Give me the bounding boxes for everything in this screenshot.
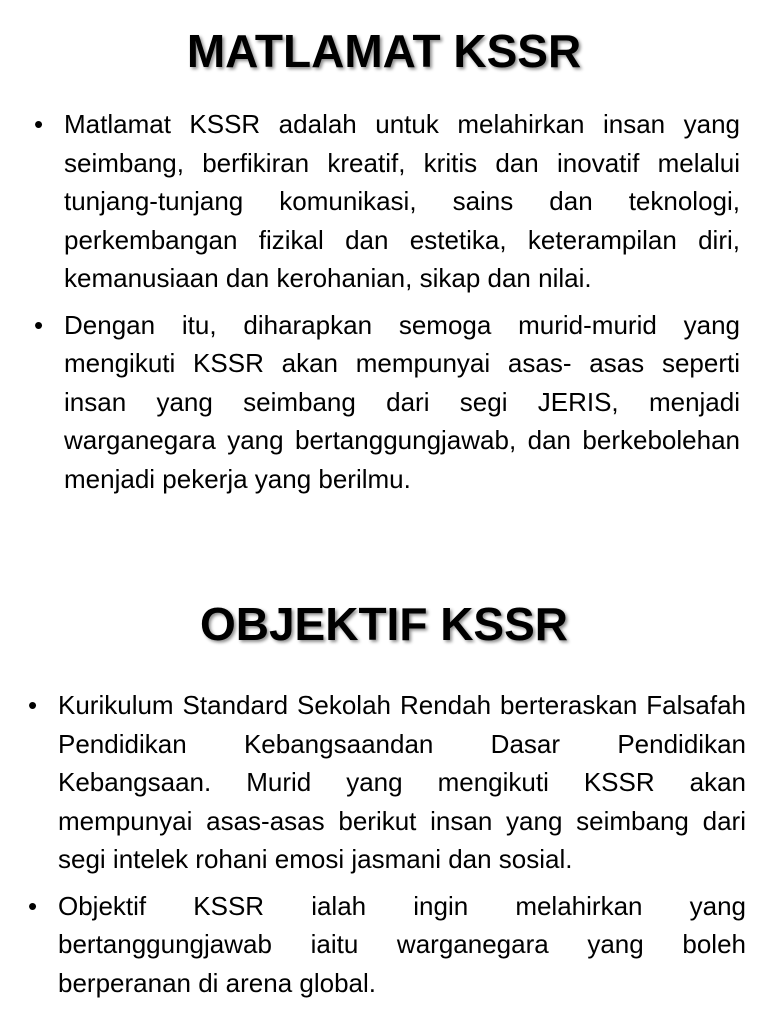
matlamat-bullet-list — [30, 105, 740, 506]
objektif-bullet-item — [24, 887, 746, 1003]
bullet-icon: • — [28, 690, 38, 720]
matlamat-bullet-item — [30, 105, 740, 298]
matlamat-bullet-item — [30, 306, 740, 499]
objektif-bullet-text: Kurikulum Standard Sekolah Rendah berteraskan Falsafah Pendidikan Kebangsaandan Dasar Pendidikan Kebangsaan. Murid yang mengikuti KSSR akan mempunyai asas-asas berikut insan yang seimbang dari segi intelek rohani emosi jasmani dan sosial. — [58, 690, 746, 874]
matlamat-bullet-text: Dengan itu, diharapkan semoga murid-murid yang mengikuti KSSR akan mempunyai asas- asas seperti insan yang seimbang dari segi JERIS, menjadi warganegara yang bertanggungjawab, dan berkebolehan menjadi pekerja yang berilmu. — [64, 309, 740, 494]
matlamat-heading: MATLAMAT KSSR — [186, 25, 582, 77]
bullet-icon: • — [34, 309, 44, 340]
bullet-icon: • — [34, 109, 44, 139]
objektif-bullet-text: Objektif KSSR ialah ingin melahirkan yang bertanggungjawab iaitu warganegara yang boleh berperanan di arena global. — [58, 890, 746, 998]
objektif-bullet-item — [24, 686, 746, 879]
matlamat-bullet-text: Matlamat KSSR adalah untuk melahirkan insan yang seimbang, berfikiran kreatif, kritis dan inovatif melalui tunjang-tunjang komunikasi, sains dan teknologi, perkembangan fizikal dan estetika, keterampilan diri, kemanusiaan dan kerohanian, sikap dan nilai. — [64, 109, 740, 293]
bullet-icon: • — [28, 890, 38, 921]
objektif-heading: OBJEKTIF KSSR — [199, 598, 569, 650]
objektif-bullet-list — [24, 686, 746, 1010]
